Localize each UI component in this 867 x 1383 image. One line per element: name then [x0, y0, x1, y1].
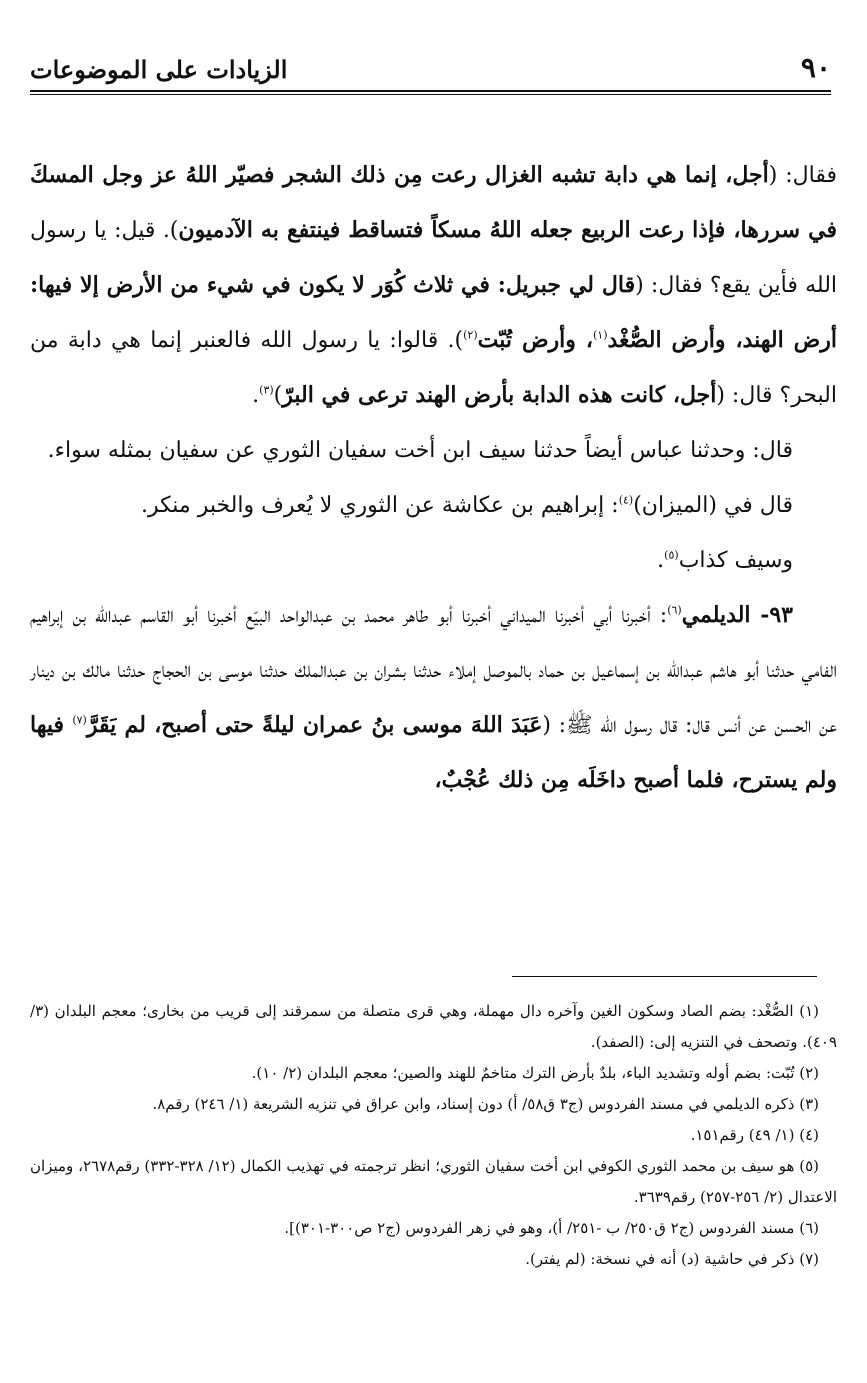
- main-text: [30, 148, 837, 808]
- quoted-hadith: عَبَدَ اللهَ موسى بنُ عمران ليلةً حتى أصبح، لم يَقَرَّ: [86, 712, 543, 738]
- footnote-divider: [512, 976, 817, 977]
- footnote-2: (٢) تُبّت: بضم أوله وتشديد الباء، بلدٌ بأرض الترك متاخمٌ للهند والصين؛ معجم البلدان (٢/ ١٠).: [251, 1064, 819, 1082]
- footnote-6: (٦) مسند الفردوس (ج٢ ق٢٥٠/ ب -٢٥١/ أ)، وهو في زهر الفردوس (ج٢ ص٣٠٠-٣٠١)].: [284, 1219, 819, 1237]
- paragraph-5: ٩٣- الديلمي$^{(٦)}$: أخبرنا أبي أخبرنا الميداني أخبرنا أبو طاهر محمد بن عبدالواحد البيّع أخبرنا أبو القاسم عبدالله بن إبراهيم الفامي حدثنا أبو هاشم عبدالله بن إسماعيل بن حماد بالموصل إملاء حدثنا بشران بن عبدالملك حدثنا موسى بن الحجاج حدثنا مالك بن دينار عن الحسن عن أنس قال: قال رسول الله ﷺ: (عَبَدَ اللهَ موسى بنُ عمران ليلةً حتى أصبح، لم يَقَرَّ$^{(٧)}$ فيها ولم يسترح، فلما أصبح داخَلَه مِن ذلك عُجْبٌ،: [30, 602, 838, 793]
- footnote-ref-7[interactable]: (٧): [72, 713, 87, 727]
- paragraph-4: وسيف كذاب$^{(٥)}$.: [657, 548, 793, 573]
- quoted-hadith: أجل، كانت هذه الدابة بأرض الهند ترعى في البرّ: [282, 382, 717, 408]
- footnote-1: (١) الصُّغْد: بضم الصاد وسكون الغين وآخره دال مهملة، وهي قرى متصلة من سمرقند إلى قريب من بخارى؛ معجم البلدان (٣/ ٤٠٩). وتصحف في التنزيه إلى: (الصفد).: [30, 1002, 837, 1051]
- paragraph-3: قال في (الميزان)$^{(٤)}$: إبراهيم بن عكاشة عن الثوري لا يُعرف والخبر منكر.: [141, 493, 793, 518]
- footnote-ref-6[interactable]: (٦): [667, 603, 682, 617]
- hadith-number: ٩٣- الديلمي: [681, 602, 793, 628]
- quoted-hadith: قال لي جبريل: في ثلاث كُوَر لا يكون في شيء من الأرض إلا فيها: أرض الهند، وأرض الصُّغْد: [30, 272, 837, 353]
- footnote-ref-5[interactable]: (٥): [664, 548, 679, 562]
- quoted-hadith: أجل، إنما هي دابة تشبه الغزال رعت مِن ذلك الشجر فصيّر اللهُ عز وجل المسكَ في سررها، فإذا رعت الربيع جعله اللهُ مسكاً فتساقط فينتفع به الآدميون: [30, 162, 837, 243]
- paragraph-1: فقال: (أجل، إنما هي دابة تشبه الغزال رعت مِن ذلك الشجر فصيّر اللهُ عز وجل المسكَ في سررها، فإذا رعت الربيع جعله اللهُ مسكاً فتساقط فينتفع به الآدميون). قيل: يا رسول الله فأين يقع؟ فقال: (قال لي جبريل: في ثلاث كُوَر لا يكون في شيء من الأرض إلا فيها: أرض الهند، وأرض الصُّغْد$^{(١)}$، وأرض تُبّت$^{(٢)}$). قالوا: يا رسول الله فالعنبر إنما هي دابة من البحر؟ قال: (أجل، كانت هذه الدابة بأرض الهند ترعى في البرّ)$^{(٣)}$.: [30, 162, 838, 408]
- footnote-ref-1[interactable]: (١): [592, 328, 608, 342]
- paragraph-2: قال: وحدثنا عباس أيضاً حدثنا سيف ابن أخت سفيان الثوري عن سفيان بمثله سواء.: [47, 438, 793, 463]
- footnote-7: (٧) ذكر في حاشية (د) أنه في نسخة: (لم يفتر).: [525, 1250, 819, 1268]
- footnote-4: (٤) (١/ ٤٩) رقم١٥١.: [690, 1126, 819, 1144]
- header-divider: [30, 90, 831, 95]
- footnote-ref-4[interactable]: (٤): [618, 493, 634, 507]
- page-number: ٩٠: [800, 51, 831, 84]
- running-title: الزيادات على الموضوعات: [30, 55, 288, 84]
- footnotes: [30, 996, 837, 1275]
- footnote-ref-2[interactable]: (٢): [463, 328, 478, 342]
- footnote-3: (٣) ذكره الديلمي في مسند الفردوس (ج٣ ق٥٨/ أ) دون إسناد، وابن عراق في تنزيه الشريعة (١/ ٢٤٦) رقم٨.: [152, 1095, 819, 1113]
- footnote-ref-3[interactable]: (٣): [259, 383, 274, 397]
- footnote-5: (٥) هو سيف بن محمد الثوري الكوفي ابن أخت سفيان الثوري؛ انظر ترجمته في تهذيب الكمال (١٢/ ٣٢٨-٣٣٢) رقم٢٦٧٨، وميزان الاعتدال (٢/ ٢٥٦-٢٥٧) رقم٣٦٣٩.: [30, 1157, 837, 1206]
